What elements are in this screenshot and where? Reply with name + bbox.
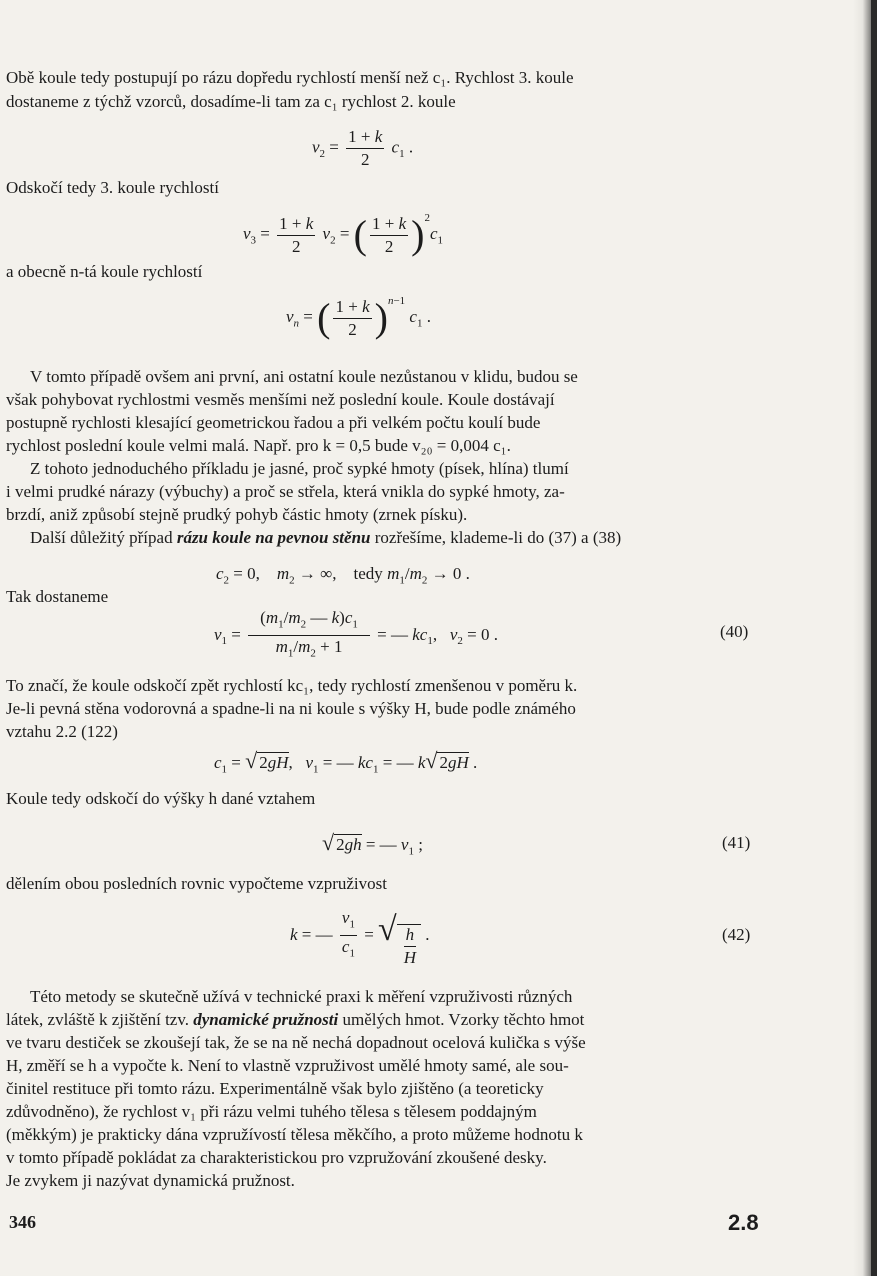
text-line: Koule tedy odskočí do výšky h dané vztahem — [6, 789, 316, 808]
equation-42: k = — $\frac{v_1}{c_1}$ = √ $\frac{h}{H}$ . — [290, 908, 430, 967]
text-line: Tak dostaneme — [6, 587, 109, 606]
text-line: vztahu 2.2 (122) — [6, 722, 118, 741]
text-line — [30, 527, 621, 549]
equation-41: √ 2gh = — $v_1$ ; — [322, 830, 423, 858]
equation-c1-sqrt: $c_1$ = √ 2gH, $v_1$ = — $kc_1$ = — k√ 2gH . — [214, 748, 478, 776]
text-line: To značí, že koule odskočí zpět rychlostí kc₁, tedy rychlostí zmenšenou v poměru k. — [6, 676, 578, 695]
text-line: v tomto případě pokládat za charakteristickou pro vzpružování zkoušené desky. — [6, 1148, 547, 1167]
text-line: Je-li pevná stěna vodorovná a spadne-li na ni koule s výšky H, bude podle známého — [6, 699, 576, 718]
text-line: Této metody se skutečně užívá v technické praxi k měření vzpruživosti různých — [30, 987, 573, 1006]
equation-c2-limit: $c_2 = 0$, $m_2$ → ∞, tedy $m_1/m_2 \to 0$ . — [216, 564, 470, 587]
text-line: Odskočí tedy 3. koule rychlostí — [6, 178, 219, 197]
text-run: rozřešíme, klademe-li do (37) a (38) — [370, 528, 622, 547]
page-number: 346 — [9, 1212, 36, 1232]
text-line: rychlost poslední koule velmi malá. Např. pro k = 0,5 bude v₂₀ = 0,004 c₁. — [6, 436, 511, 455]
equation-number: (41) — [722, 833, 751, 852]
text-line — [6, 1009, 584, 1031]
text-line: dělením obou posledních rovnic vypočteme vzpruživost — [6, 874, 387, 893]
page-edge-dark — [871, 0, 877, 1276]
text-line: V tomto případě ovšem ani první, ani ostatní koule nezůstanou v klidu, budou se — [30, 367, 578, 386]
emphasis-text: rázu koule na pevnou stěnu — [176, 528, 371, 547]
text-line: a obecně n-tá koule rychlostí — [6, 262, 203, 281]
text-run: Další důležitý případ — [30, 528, 177, 547]
text-line: zdůvodněno), že rychlost v₁ při rázu velmi tuhého tělesa s tělesem poddajným — [6, 1102, 537, 1121]
text-line: Je zvykem ji nazývat dynamická pružnost. — [6, 1171, 295, 1190]
text-line: postupně rychlosti klesající geometrickou řadou a při velkém počtu koulí bude — [6, 413, 541, 432]
section-number: 2.8 — [728, 1210, 759, 1235]
equation-v3: $v_3$ = $\frac{1 + k}{2}$ $v_2$ = ( $\frac{1 + k}{2}$ )$^2c_1$ — [243, 212, 444, 258]
equation-vn: $v_n$ = ( $\frac{1 + k}{2}$ )$^{n-1}$ $c_1$ . — [286, 295, 431, 341]
text-line: Z tohoto jednoduchého příkladu je jasné, proč sypké hmoty (písek, hlína) tlumí — [30, 459, 569, 478]
text-line: i velmi prudké nárazy (výbuchy) a proč se střela, která vnikla do sypké hmoty, za- — [6, 482, 565, 501]
text-line: dostaneme z týchž vzorců, dosadíme-li tam za c₁ rychlost 2. koule — [6, 92, 456, 111]
equation-number: (42) — [722, 925, 751, 944]
text-run: umělých hmot. Vzorky těchto hmot — [338, 1010, 585, 1029]
equation-v2: $v_2$ = $\frac{1 + k}{2}$ $c_1$ . — [312, 127, 414, 169]
text-line: brzdí, aniž způsobí stejně prudký pohyb částic hmoty (zrnek písku). — [6, 505, 468, 524]
text-line: Obě koule tedy postupují po rázu dopředu rychlostí menší než c₁. Rychlost 3. koule — [6, 68, 574, 87]
emphasis-text: dynamické pružnosti — [193, 1010, 339, 1029]
text-line: ve tvaru destiček se zkoušejí tak, že se na ně nechá dopadnout ocelová kulička s výše — [6, 1033, 586, 1052]
text-run: látek, zvláště k zjištění tzv. — [6, 1010, 194, 1029]
equation-number: (40) — [720, 622, 749, 641]
text-line: (měkkým) je prakticky dána vzpružívostí tělesa měkčího, a proto můžeme hodnotu k — [6, 1125, 583, 1144]
text-line: však pohybovat rychlostmi vesměs menšími než poslední koule. Koule dostávají — [6, 390, 555, 409]
text-line: činitel restituce při tomto rázu. Experimentálně však bylo zjištěno (a teoreticky — [6, 1079, 544, 1098]
equation-40: $v_1$ = $\frac{(m_1/m_2 — k)c_1}{m_1/m_2 + 1}$ = — $kc_1$, $v_2 = 0$ . — [214, 608, 498, 660]
text-line: H, změří se h a vypočte k. Není to vlastně vzpruživost umělé hmoty samé, ale sou- — [6, 1056, 569, 1075]
